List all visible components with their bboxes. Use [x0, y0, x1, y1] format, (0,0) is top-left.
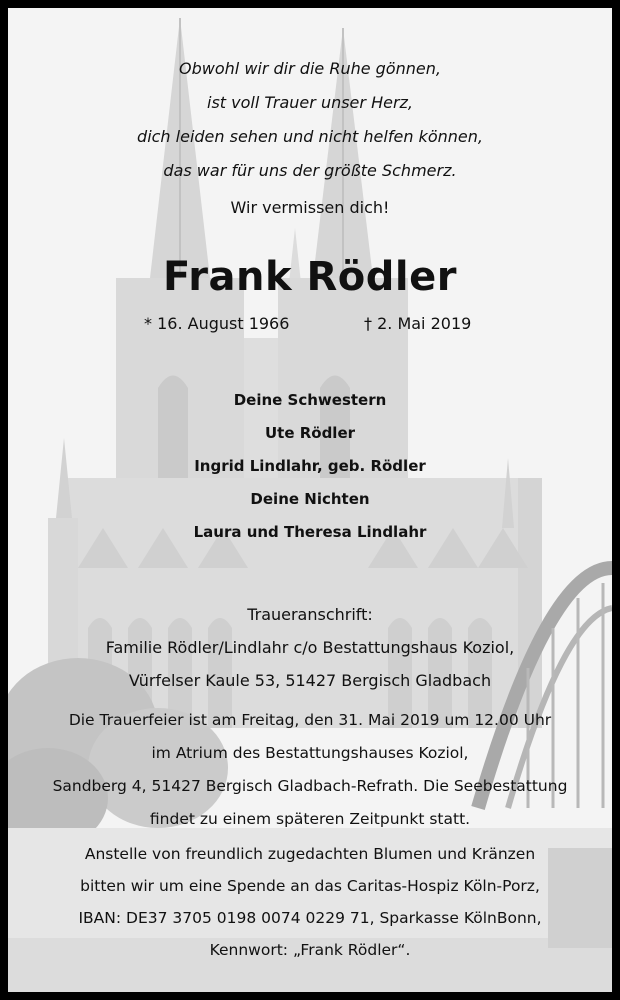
service-line: Die Trauerfeier ist am Freitag, den 31. Mai 2019 um 12.00 Uhr: [68, 711, 552, 729]
poem-line: ist voll Trauer unser Herz,: [207, 93, 413, 112]
service-line: findet zu einem späteren Zeitpunkt statt.: [149, 810, 471, 828]
service-line: im Atrium des Bestattungshauses Koziol,: [151, 744, 469, 762]
donation-request: [8, 838, 612, 966]
memorial-poem: [8, 52, 612, 188]
donation-line: Anstelle von freundlich zugedachten Blumen und Kränzen: [84, 845, 536, 863]
funeral-service-info: [8, 704, 612, 836]
poem-line: das war für uns der größte Schmerz.: [163, 161, 457, 180]
death-date: † 2. Mai 2019: [364, 314, 472, 333]
family-line: Ingrid Lindlahr, geb. Rödler: [194, 457, 426, 475]
donation-line: bitten wir um eine Spende an das Caritas-Hospiz Köln-Porz,: [80, 877, 540, 895]
poem-line: Obwohl wir dir die Ruhe gönnen,: [179, 59, 441, 78]
donation-line: Kennwort: „Frank Rödler“.: [209, 941, 411, 959]
notice-text: [8, 8, 612, 992]
mourning-address: [8, 598, 612, 697]
service-line: Sandberg 4, 51427 Bergisch Gladbach-Refrath. Die Seebestattung: [52, 777, 568, 795]
closing-line: Wir vermissen dich!: [230, 198, 390, 217]
family-line: Deine Nichten: [250, 490, 370, 508]
address-line: Traueranschrift:: [247, 605, 373, 624]
deceased-name: Frank Rödler: [163, 254, 457, 300]
address-line: Familie Rödler/Lindlahr c/o Bestattungshaus Koziol,: [105, 638, 515, 657]
poem-line: dich leiden sehen und nicht helfen können,: [137, 127, 483, 146]
address-line: Vürfelser Kaule 53, 51427 Bergisch Gladbach: [128, 671, 492, 690]
family-line: Laura und Theresa Lindlahr: [193, 523, 427, 541]
family-line: Deine Schwestern: [233, 391, 387, 409]
birth-date: * 16. August 1966: [144, 314, 290, 333]
family-list: [8, 384, 612, 549]
donation-line: IBAN: DE37 3705 0198 0074 0229 71, Sparkasse KölnBonn,: [78, 909, 542, 927]
family-line: Ute Rödler: [264, 424, 356, 442]
